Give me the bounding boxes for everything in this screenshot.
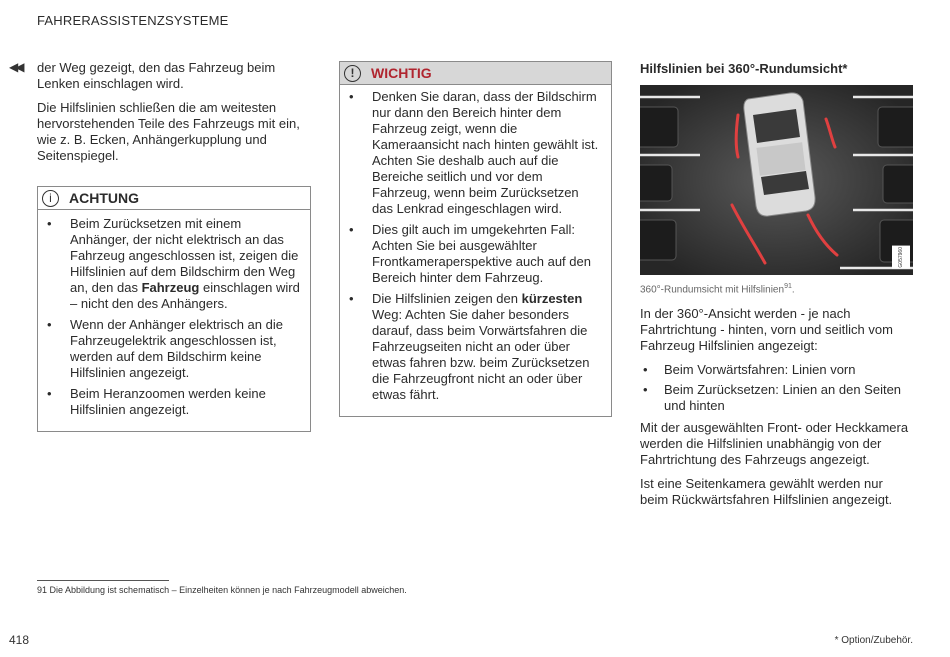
paragraph-360-view: In der 360°-Ansicht werden - je nach Fahrtrichtung - hinten, vorn und seitlich vom Fahrzeug Hilfslinien angezeigt: <box>640 306 893 354</box>
achtung-box <box>37 186 311 432</box>
direction-list <box>640 362 914 420</box>
bullet-forward: • Beim Vorwärtsfahren: Linien vorn <box>640 362 914 378</box>
page-number: 418 <box>9 633 30 647</box>
exclamation-icon: ! <box>344 65 361 82</box>
achtung-list <box>38 210 310 431</box>
achtung-header <box>38 187 310 210</box>
bold-fahrzeug: Fahrzeug <box>141 280 200 295</box>
bullet-reverse: • Beim Zurücksetzen: Linien an den Seiten und hinten <box>640 382 914 414</box>
wichtig-title: WICHTIG <box>371 65 432 81</box>
section-title: Hilfslinien bei 360°-Rundumsicht* <box>640 61 848 76</box>
achtung-item-1: • Beim Zurücksetzen mit einem Anhänger, der nicht elektrisch an das Fahrzeug angeschlossen ist, zeigen die Hilfslinien auf dem Bildschirm den Weg an, den das Fahrzeug einschlagen wird – nicht den des Anhängers. <box>38 216 300 312</box>
figure-code: G057960 <box>892 246 910 269</box>
achtung-item-3: • Beim Heranzoomen werden keine Hilfslinien angezeigt. <box>38 386 300 418</box>
option-note: * Option/Zubehör. <box>834 635 913 646</box>
wichtig-list <box>340 85 611 416</box>
paragraph-side-camera: Ist eine Seitenkamera gewählt werden nur beim Rückwärtsfahren Hilfslinien angezeigt. <box>640 476 893 508</box>
surround-view-illustration <box>640 85 913 275</box>
paragraph-continuation: der Weg gezeigt, den das Fahrzeug beim Lenken einschlagen wird. <box>37 60 276 91</box>
footnote-91: 91 Die Abbildung ist schematisch – Einzelheiten können je nach Fahrzeugmodell abweichen. <box>37 585 407 595</box>
paragraph-guidelines: Die Hilfslinien schließen die am weitesten hervorstehenden Teile des Fahrzeugs mit ein, wie z. B. Ecken, Anhängerkupplung und Seitenspiegel. <box>37 100 300 163</box>
achtung-title: ACHTUNG <box>69 190 139 206</box>
wichtig-box <box>339 61 612 417</box>
footnote-ref[interactable]: 91 <box>784 283 792 290</box>
info-icon: i <box>42 190 59 207</box>
footnote-divider <box>37 580 169 581</box>
vehicle-top-view <box>744 93 815 216</box>
wichtig-header <box>340 62 611 85</box>
wichtig-item-2: • Dies gilt auch im umgekehrten Fall: Achten Sie bei ausgewählter Frontkameraperspektive auch auf den Bereich hinter dem Fahrzeug. <box>340 222 601 286</box>
page-header: FAHRERASSISTENZSYSTEME <box>37 13 229 28</box>
bold-kuerzesten: kürzesten <box>521 291 583 306</box>
column-right <box>640 61 914 516</box>
column-left <box>37 60 311 432</box>
achtung-item-2: • Wenn der Anhänger elektrisch an die Fahrzeugelektrik angeschlossen ist, werden auf dem Bildschirm keine Hilfslinien angezeigt. <box>38 317 300 381</box>
back-arrows-icon[interactable]: ◀◀ <box>9 60 22 74</box>
paragraph-camera-selection: Mit der ausgewählten Front- oder Heckkamera werden die Hilfslinien unabhängig von der Fahrtrichtung des Fahrzeugs angezeigt. <box>640 420 909 468</box>
figure-caption: 360°-Rundumsicht mit Hilfslinien$^{91}$. <box>640 283 795 296</box>
column-middle <box>339 61 612 417</box>
surround-view-figure <box>640 85 913 275</box>
wichtig-item-3: • Die Hilfslinien zeigen den kürzesten Weg: Achten Sie daher besonders darauf, dass beim Vorwärtsfahren die Fahrzeugseiten nicht an oder über etwas fahren bzw. beim Zurücksetzen die Fahrzeugfront nicht an oder über etwas fährt. <box>340 291 601 403</box>
wichtig-item-1: • Denken Sie daran, dass der Bildschirm nur dann den Bereich hinter dem Fahrzeug zeigt, wenn die Kameraansicht nach hinten gewählt ist. Achten Sie deshalb auch auf die Bereiche seitlich und vor dem Fahrzeug, wenn beim Zurücksetzen das Lenkrad eingeschlagen wird. <box>340 89 601 217</box>
